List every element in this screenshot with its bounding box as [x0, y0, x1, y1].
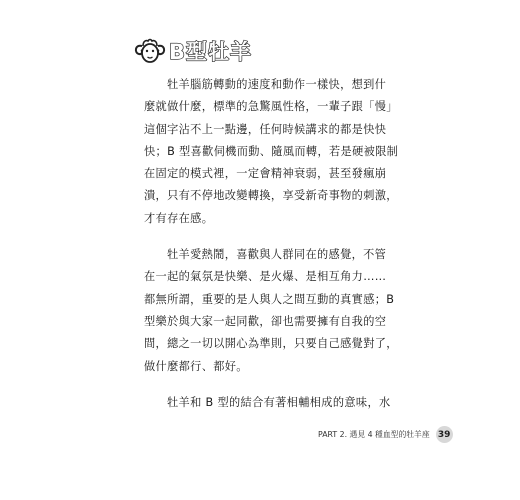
paragraph [144, 74, 399, 230]
text-line: 都無所謂，重要的是人與人之間互動的真實感；B [144, 292, 395, 306]
text-line: 在一起的氣氛是快樂、是火爆、是相互角力…… [144, 270, 387, 284]
text-line: 牡羊和 B 型的結合有著相輔相成的意味，水 [167, 395, 391, 409]
text-line: 快；B 型喜歡伺機而動、隨風而轉，若是硬被限制 [144, 144, 399, 158]
text-line: 才有存在感。 [144, 211, 214, 225]
running-head: PART 2. 遇見 4 種血型的牡羊座 [318, 430, 430, 439]
text-line: 在固定的模式裡，一定會精神衰弱，甚至發瘋崩 [144, 167, 387, 181]
paragraph [144, 244, 398, 378]
ram-head-icon [133, 37, 167, 65]
text-line: 這個字沾不上一點邊，任何時候講求的都是快快 [144, 122, 387, 136]
text-line: 潰，只有不停地改變轉換，享受新奇事物的刺激， [144, 189, 398, 203]
body-text [144, 74, 399, 428]
page-number: 39 [436, 426, 453, 443]
text-line: 做什麼都行、都好。 [144, 359, 248, 373]
paragraph [144, 392, 394, 414]
section-title: B型牡羊 [169, 40, 253, 64]
page-footer [318, 426, 453, 443]
text-line: 牡羊腦筋轉動的速度和動作一樣快，想到什 [167, 78, 387, 91]
text-line: 麼就做什麼，標準的急驚風性格，一輩子跟「慢」 [144, 100, 398, 114]
text-line: 型樂於與大家一起同歡，卻也需要擁有自我的空 [144, 314, 387, 328]
text-line: 間，總之一切以開心為準則，只要自己感覺對了， [144, 337, 398, 351]
text-line: 牡羊愛熱鬧，喜歡與人群同在的感覺，不管 [167, 248, 387, 262]
section-heading [133, 36, 252, 66]
